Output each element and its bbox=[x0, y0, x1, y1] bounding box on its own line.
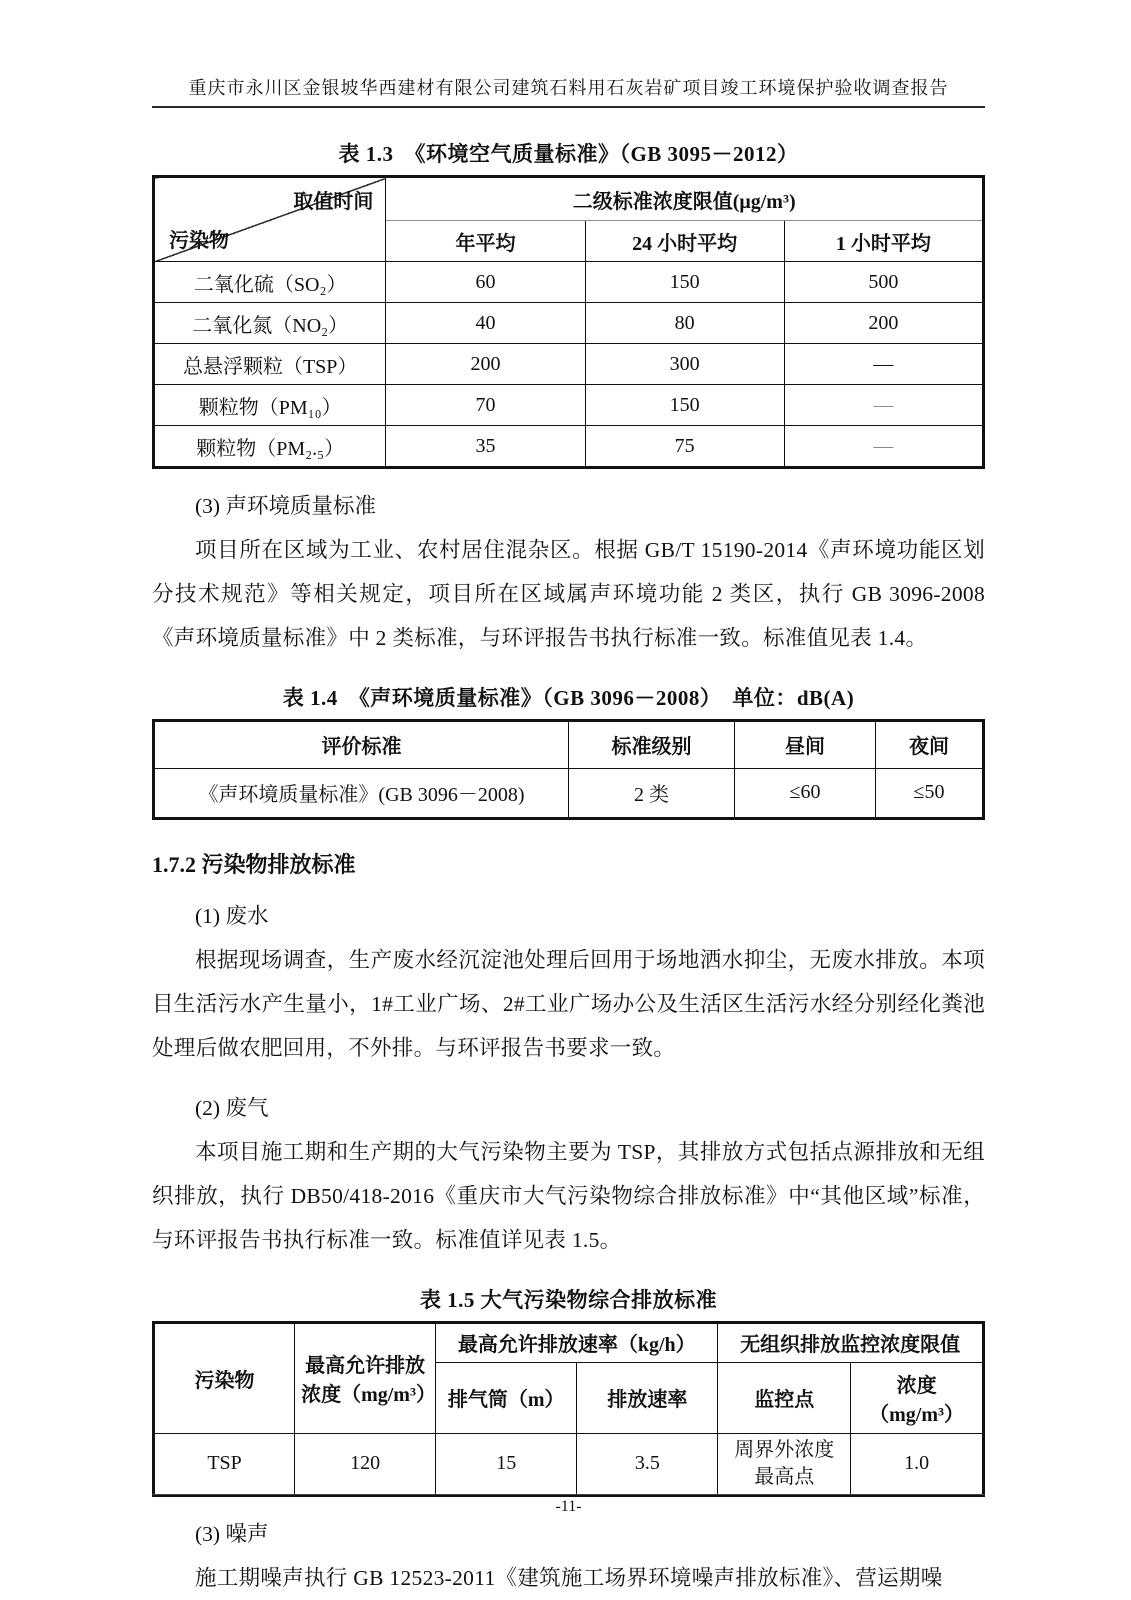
table-1-4-sound-quality-standard bbox=[152, 719, 985, 820]
subsection-heading-wastewater: (1) 废水 bbox=[195, 903, 269, 928]
value-cell: 150 bbox=[585, 262, 784, 303]
table-row bbox=[154, 1433, 984, 1495]
table-header-row bbox=[154, 177, 984, 221]
pollutant-name-cell: 二氧化氮（NO₂） bbox=[154, 303, 386, 344]
table-row bbox=[154, 385, 984, 426]
subsection-heading-waste-gas: (2) 废气 bbox=[195, 1096, 269, 1120]
column-header-stack-height: 排气筒（m） bbox=[436, 1362, 577, 1433]
page-number: -11- bbox=[555, 1498, 582, 1515]
footer-divider bbox=[152, 1494, 985, 1495]
pollutant-name-cell: 颗粒物（PM₁₀） bbox=[154, 385, 386, 426]
value-cell: 3.5 bbox=[577, 1433, 718, 1495]
table-1-3-title: 表 1.3 《环境空气质量标准》（GB 3095－2012） bbox=[338, 142, 799, 166]
value-cell: 500 bbox=[784, 262, 983, 303]
table-1-5-air-emission-standard bbox=[152, 1321, 985, 1497]
value-cell: — bbox=[784, 385, 983, 426]
monitor-point-cell: 周界外浓度最高点 bbox=[718, 1433, 851, 1495]
table-header-row bbox=[154, 1322, 984, 1362]
value-cell: 75 bbox=[585, 426, 784, 468]
table-row bbox=[154, 426, 984, 468]
column-header-nighttime: 夜间 bbox=[876, 720, 984, 768]
table-row bbox=[154, 303, 984, 344]
value-cell: 300 bbox=[585, 344, 784, 385]
pollutant-name-cell: 二氧化硫（SO₂） bbox=[154, 262, 386, 303]
column-header-evaluation-standard: 评价标准 bbox=[154, 720, 569, 768]
table-header-row bbox=[154, 720, 984, 768]
column-header-monitor-point: 监控点 bbox=[718, 1362, 851, 1433]
value-cell: ≤50 bbox=[876, 768, 984, 818]
value-cell: — bbox=[784, 344, 983, 385]
standard-name-cell: 《声环境质量标准》(GB 3096－2008) bbox=[154, 768, 569, 818]
value-cell: 40 bbox=[386, 303, 585, 344]
table-1-5-title: 表 1.5 大气污染物综合排放标准 bbox=[419, 1287, 718, 1312]
paragraph-noise: 施工期噪声执行 GB 12523-2011《建筑施工场界环境噪声排放标准》、营运期噪 bbox=[195, 1565, 943, 1590]
column-group-header: 二级标准浓度限值(μg/m³) bbox=[386, 177, 984, 221]
page-header-title: 重庆市永川区金银坡华西建材有限公司建筑石料用石灰岩矿项目竣工环境保护验收调查报告 bbox=[188, 78, 949, 98]
pollutant-name-cell: 颗粒物（PM₂.₅） bbox=[154, 426, 386, 468]
pollutant-name-cell: TSP bbox=[154, 1433, 295, 1495]
column-header-emission-rate: 排放速率 bbox=[577, 1362, 718, 1433]
table-1-4-title: 表 1.4 《声环境质量标准》（GB 3096－2008） 单位：dB(A) bbox=[282, 685, 855, 710]
value-cell: 60 bbox=[386, 262, 585, 303]
column-header-1h-avg: 1 小时平均 bbox=[784, 221, 983, 262]
value-cell: 70 bbox=[386, 385, 585, 426]
column-header-standard-level: 标准级别 bbox=[569, 720, 735, 768]
page-footer bbox=[152, 1494, 985, 1516]
value-cell: 150 bbox=[585, 385, 784, 426]
pollutant-name-cell: 总悬浮颗粒（TSP） bbox=[154, 344, 386, 385]
table-row bbox=[154, 344, 984, 385]
value-cell: 15 bbox=[436, 1433, 577, 1495]
value-cell: 1.0 bbox=[851, 1433, 984, 1495]
column-group-header-fugitive-limit: 无组织排放监控浓度限值 bbox=[718, 1322, 984, 1362]
column-header-daytime: 昼间 bbox=[735, 720, 876, 768]
column-header-max-concentration: 最高允许排放浓度（mg/m³） bbox=[295, 1322, 436, 1433]
column-header-24h-avg: 24 小时平均 bbox=[585, 221, 784, 262]
paragraph-waste-gas: 本项目施工期和生产期的大气污染物主要为 TSP，其排放方式包括点源排放和无组织排放，执行 DB50/418-2016《重庆市大气污染物综合排放标准》中“其他区域”标准，与环评报告书执行标准一致。标准值详见表 1.5。 bbox=[152, 1140, 985, 1252]
table-row bbox=[154, 768, 984, 818]
paragraph-sound-quality: 项目所在区域为工业、农村居住混杂区。根据 GB/T 15190-2014《声环境功能区划分技术规范》等相关规定，项目所在区域属声环境功能 2 类区，执行 GB 3096-2008《声环境质量标准》中 2 类标准，与环评报告书执行标准一致。标准值见表 1.4。 bbox=[152, 538, 985, 650]
column-header-annual-avg: 年平均 bbox=[386, 221, 585, 262]
value-cell: 2 类 bbox=[569, 768, 735, 818]
diagonal-top-label: 取值时间 bbox=[293, 191, 374, 213]
value-cell: 200 bbox=[386, 344, 585, 385]
column-header-pollutant: 污染物 bbox=[154, 1322, 295, 1433]
value-cell: 80 bbox=[585, 303, 784, 344]
table-1-3-air-quality-standard bbox=[152, 175, 985, 469]
diagonal-split-header-cell bbox=[154, 177, 386, 262]
subsection-heading-sound-quality: (3) 声环境质量标准 bbox=[195, 494, 376, 518]
value-cell: ≤60 bbox=[735, 768, 876, 818]
column-group-header-emission-rate: 最高允许排放速率（kg/h） bbox=[436, 1322, 718, 1362]
section-heading-emission-standard: 1.7.2 污染物排放标准 bbox=[152, 851, 356, 877]
value-cell: — bbox=[784, 426, 983, 468]
column-header-fugitive-concentration: 浓度（mg/m³） bbox=[851, 1362, 984, 1433]
page-content bbox=[152, 108, 985, 1600]
diagonal-bottom-label: 污染物 bbox=[169, 230, 229, 252]
value-cell: 35 bbox=[386, 426, 585, 468]
table-row bbox=[154, 262, 984, 303]
paragraph-wastewater: 根据现场调查，生产废水经沉淀池处理后回用于场地洒水抑尘，无废水排放。本项目生活污水产生量小，1#工业广场、2#工业广场办公及生活区生活污水经分别经化粪池处理后做农肥回用，不外排。与环评报告书要求一致。 bbox=[152, 947, 985, 1060]
value-cell: 200 bbox=[784, 303, 983, 344]
value-cell: 120 bbox=[295, 1433, 436, 1495]
subsection-heading-noise: (3) 噪声 bbox=[195, 1521, 269, 1546]
page-header bbox=[152, 74, 985, 108]
